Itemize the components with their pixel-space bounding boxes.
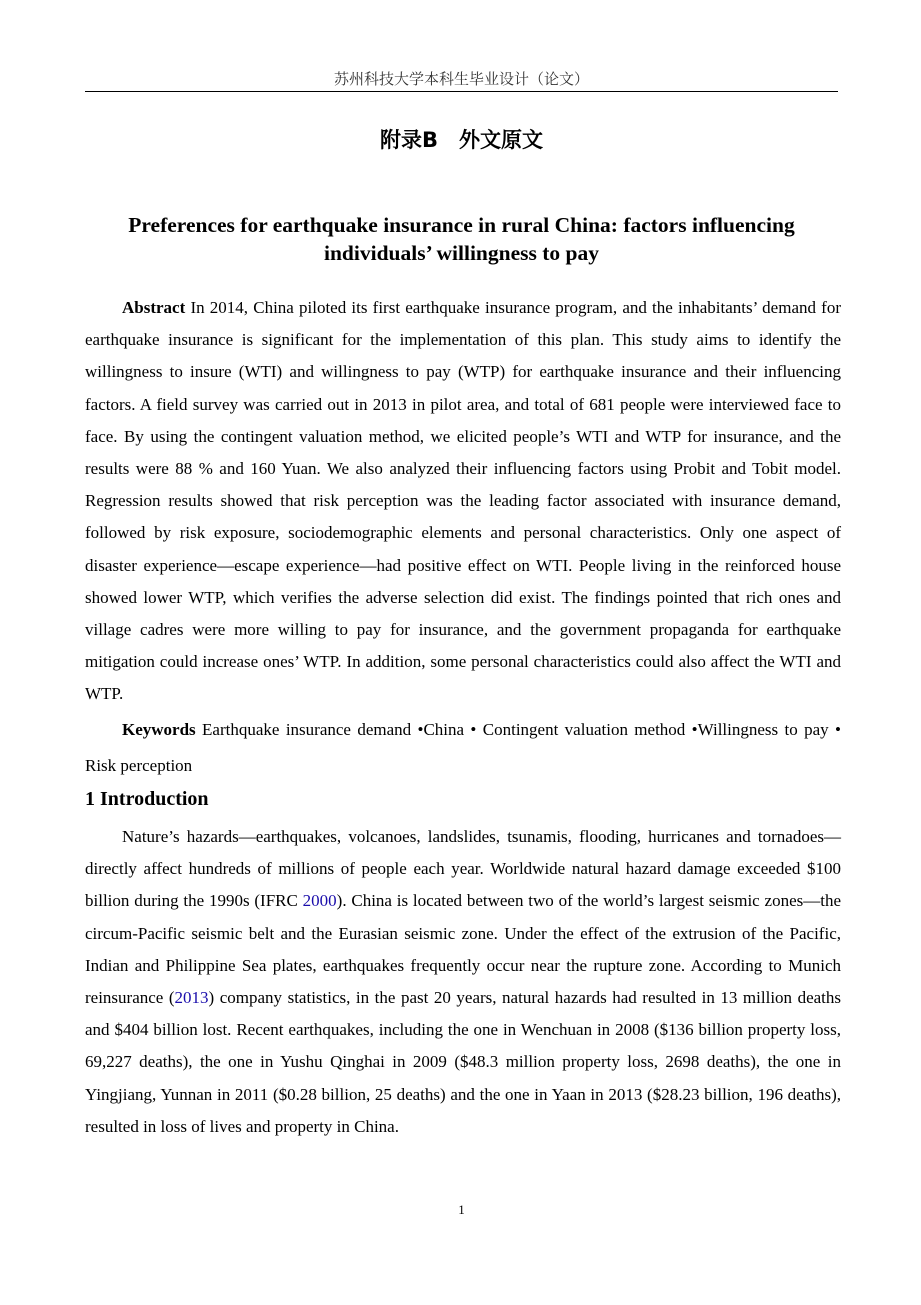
abstract-paragraph [85, 292, 841, 711]
page-number: 1 [458, 1202, 465, 1217]
keywords-text: Earthquake insurance demand •China • Contingent valuation method •Willingness to pay • Risk perception [85, 720, 841, 775]
abstract-label: Abstract [122, 298, 186, 317]
section-heading: 1 Introduction [85, 788, 209, 810]
appendix-title: 附录B 外文原文 [379, 128, 543, 152]
intro-text: ) company statistics, in the past 20 years, natural hazards had resulted in 13 million deaths and $404 billion lost. Recent earthquakes, including the one in Wenchuan in 2008 ($136 billion property loss, 69,227 deaths), the one in Yushu Qinghai in 2009 ($48.3 million property loss, 2698 deaths), the one in Yingjiang, Yunnan in 2011 ($0.28 billion, 25 deaths) and the one in Yaan in 2013 ($28.23 billion, 196 deaths), resulted in loss of lives and property in China. [85, 988, 841, 1136]
citation-link-munich-2013[interactable]: 2013 [174, 988, 209, 1008]
citation-link-ifrc-2000[interactable]: 2000 [302, 891, 337, 911]
abstract-text: In 2014, China piloted its first earthquake insurance program, and the inhabitants’ demand for earthquake insurance is significant for the implementation of this plan. This study aims to identify the willingness to insure (WTI) and willingness to pay (WTP) for earthquake insurance and their influencing factors. A field survey was carried out in 2013 in pilot area, and total of 681 people were interviewed face to face. By using the contingent valuation method, we elicited people’s WTI and WTP for insurance, and the results were 88 % and 160 Yuan. We also analyzed their influencing factors using Probit and Tobit model. Regression results showed that risk perception was the leading factor associated with insurance demand, followed by risk exposure, sociodemographic elements and personal characteristics. Only one aspect of disaster experience—escape experience—had positive effect on WTI. People living in the reinforced house showed lower WTP, which verifies the adverse selection did exist. The findings pointed that rich ones and village cadres were more willing to pay for insurance, and the government propaganda for earthquake mitigation could increase ones’ WTP. In addition, some personal characteristics could also affect the WTI and WTP. [85, 298, 841, 704]
keywords-paragraph [85, 712, 841, 784]
introduction-paragraph [85, 821, 841, 1143]
intro-text: Nature’s hazards—earthquakes, volcanoes, landslides, tsunamis, flooding, hurricanes and tornadoes—directly affect hundreds of millions of people each year. Worldwide natural hazard damage exceeded $100 billion during the 1990s (IFRC [85, 827, 841, 911]
header-divider [85, 91, 838, 92]
running-header: 苏州科技大学本科生毕业设计（论文） [333, 70, 589, 88]
intro-text: ). China is located between two of the world’s largest seismic zones—the circum-Pacific seismic belt and the Eurasian seismic zone. Under the effect of the extrusion of the Pacific, Indian and Philippine Sea plates, earthquakes frequently occur near the rupture zone. According to Munich reinsurance ( [85, 891, 841, 1008]
paper-title: Preferences for earthquake insurance in rural China: factors influencing individuals’ willingness to pay [128, 213, 795, 265]
keywords-label: Keywords [122, 720, 196, 739]
